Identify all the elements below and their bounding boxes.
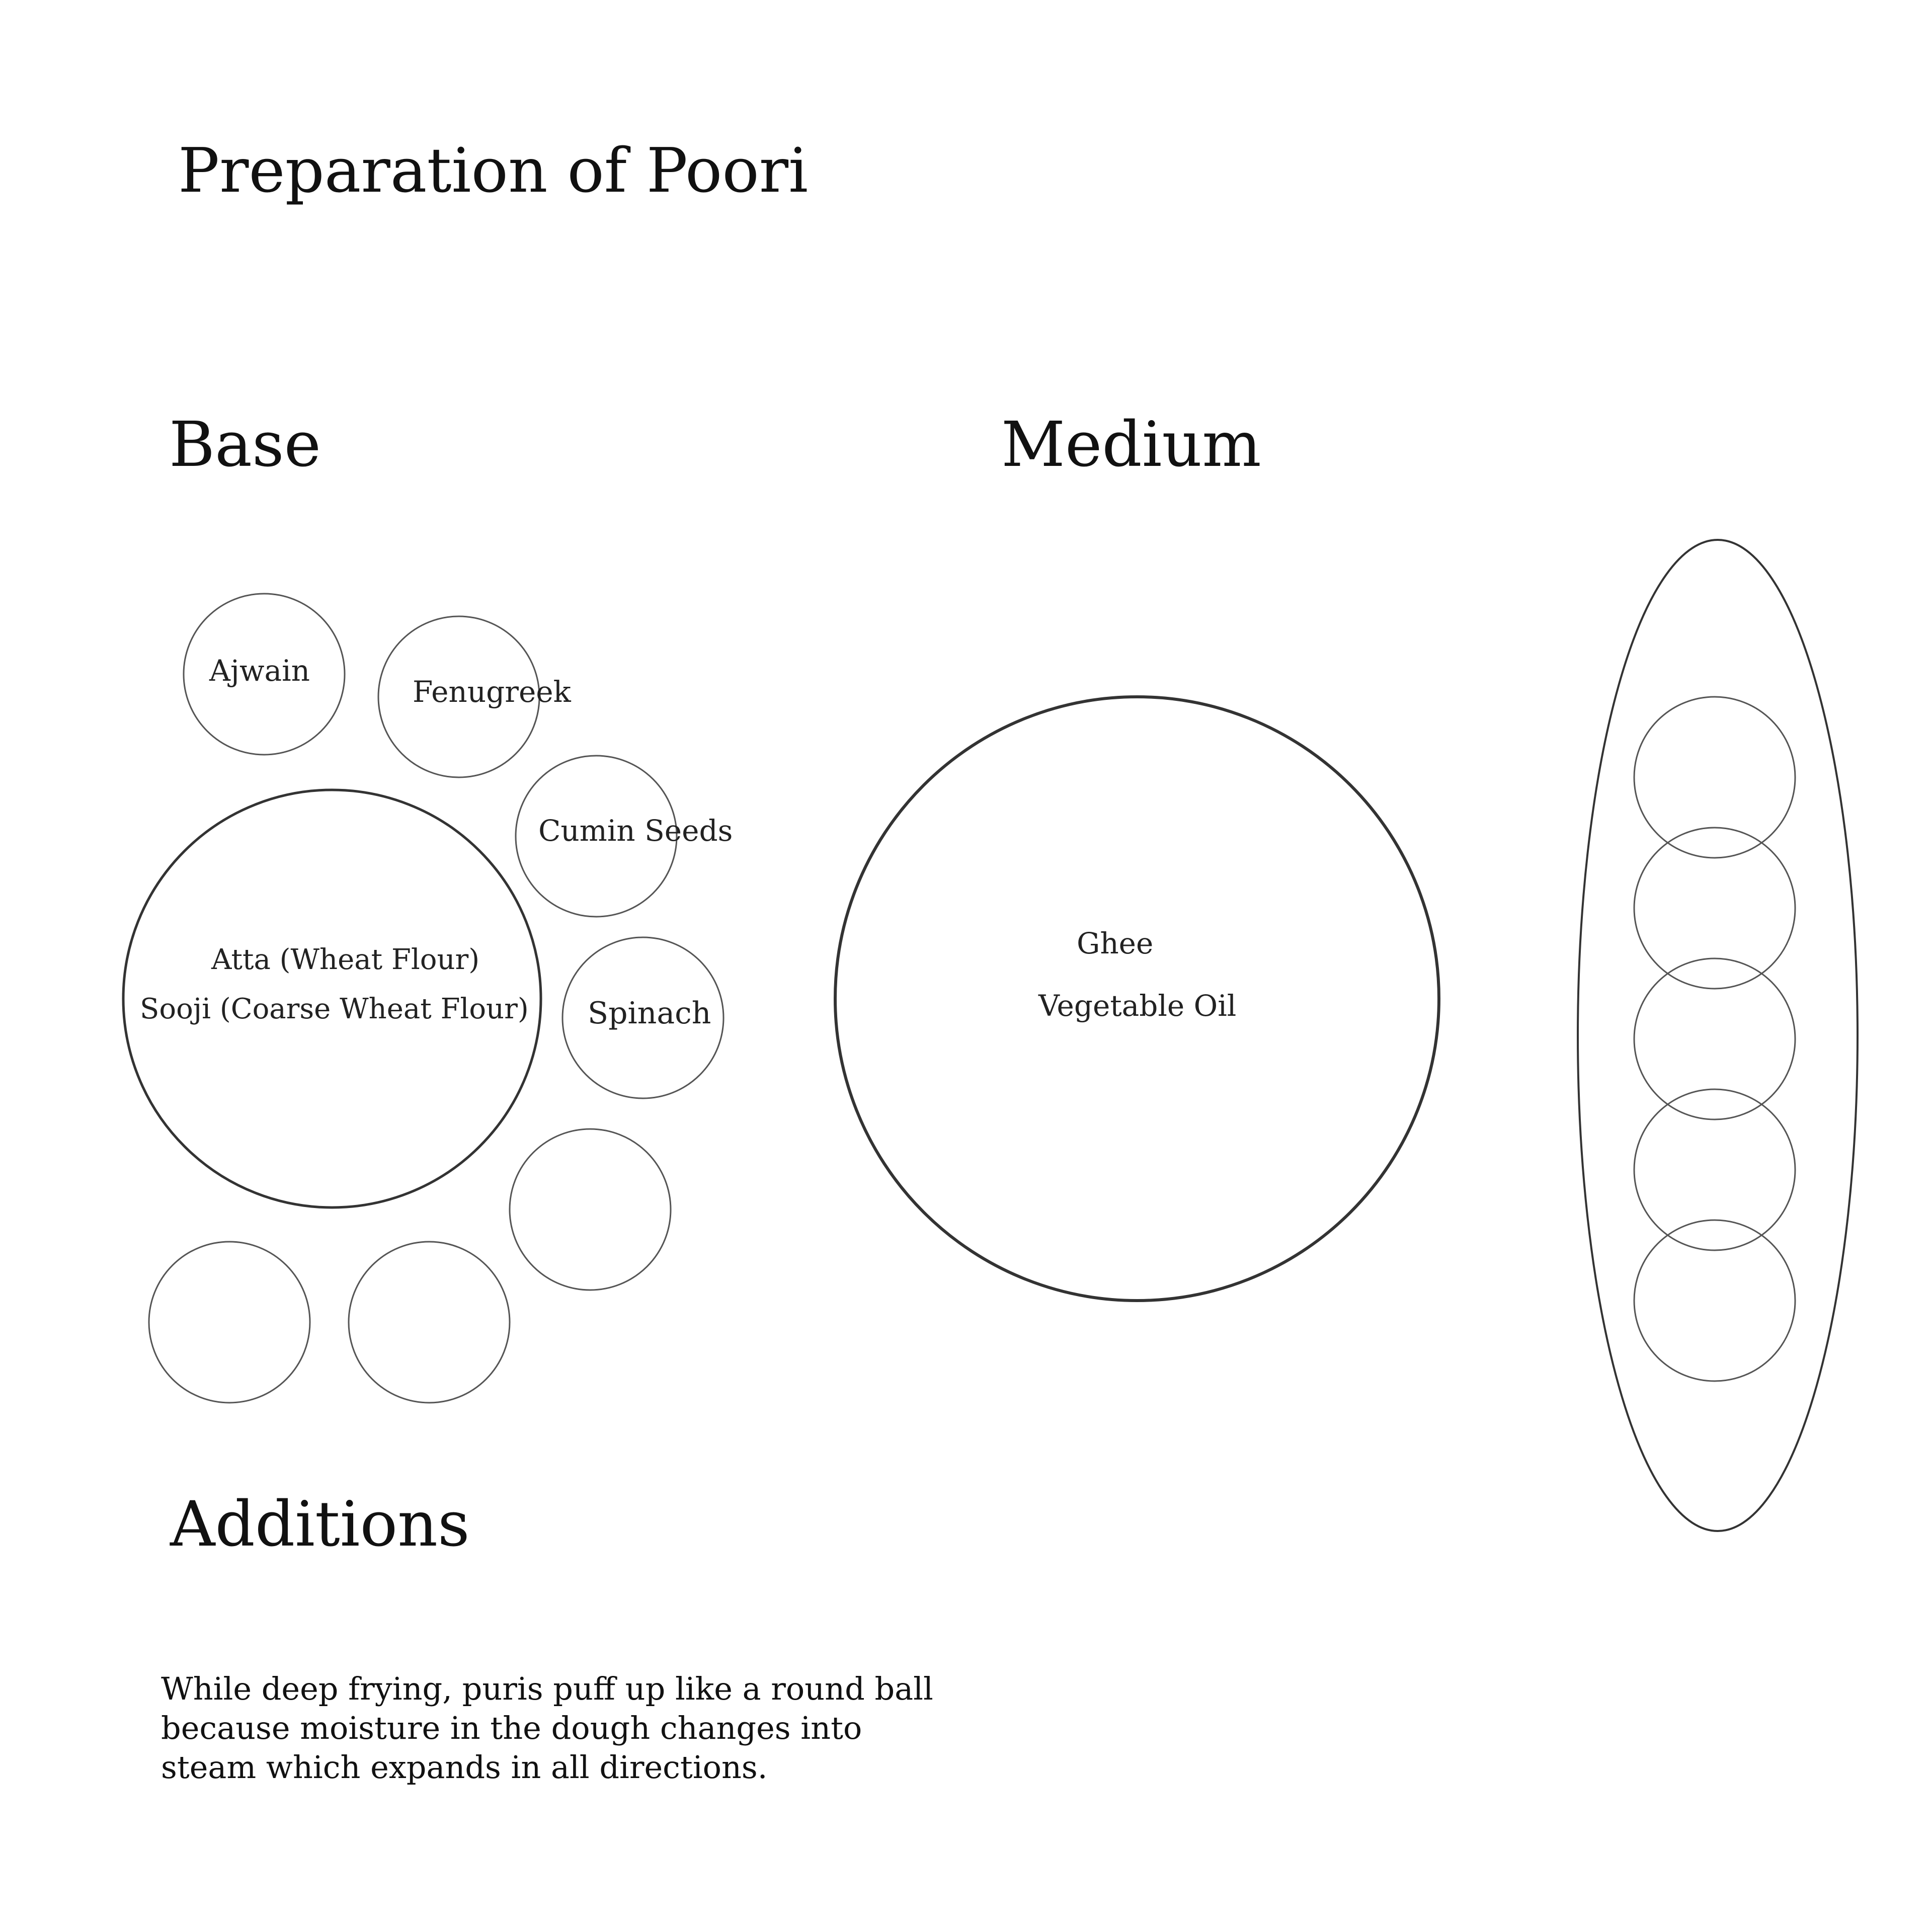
- addition-circle-empty: [510, 1129, 671, 1290]
- addition-circle-empty: [349, 1242, 510, 1403]
- poori-circle: [1634, 1089, 1795, 1250]
- addition-circle-empty: [149, 1242, 310, 1403]
- poori-circle: [1634, 828, 1795, 989]
- poori-stack-ellipse: [1578, 540, 1858, 1531]
- addition-label-ajwain: Ajwain: [209, 654, 310, 688]
- poori-circle: [1634, 697, 1795, 858]
- note-line: steam which expands in all directions.: [161, 1749, 768, 1786]
- medium-label-ghee: Ghee: [1077, 926, 1154, 960]
- base-label-atta: Atta (Wheat Flour): [211, 943, 480, 976]
- medium-label-vegetable-oil: Vegetable Oil: [1038, 989, 1237, 1023]
- explanation-note: [161, 1669, 1016, 1787]
- section-heading-additions: Additions: [170, 1488, 470, 1561]
- note-line: because moisture in the dough changes into: [161, 1710, 862, 1746]
- poori-circle: [1634, 1220, 1795, 1381]
- page-title: Preparation of Poori: [178, 135, 809, 206]
- addition-label-spinach: Spinach: [588, 996, 711, 1031]
- section-heading-base: Base: [169, 409, 321, 481]
- addition-label-cumin-seeds: Cumin Seeds: [538, 814, 733, 848]
- note-line: While deep frying, puris puff up like a round ball: [161, 1670, 933, 1707]
- base-label-sooji: Sooji (Coarse Wheat Flour): [140, 993, 529, 1025]
- addition-label-fenugreek: Fenugreek: [413, 675, 571, 709]
- section-heading-medium: Medium: [1001, 409, 1261, 481]
- poori-circle: [1634, 958, 1795, 1119]
